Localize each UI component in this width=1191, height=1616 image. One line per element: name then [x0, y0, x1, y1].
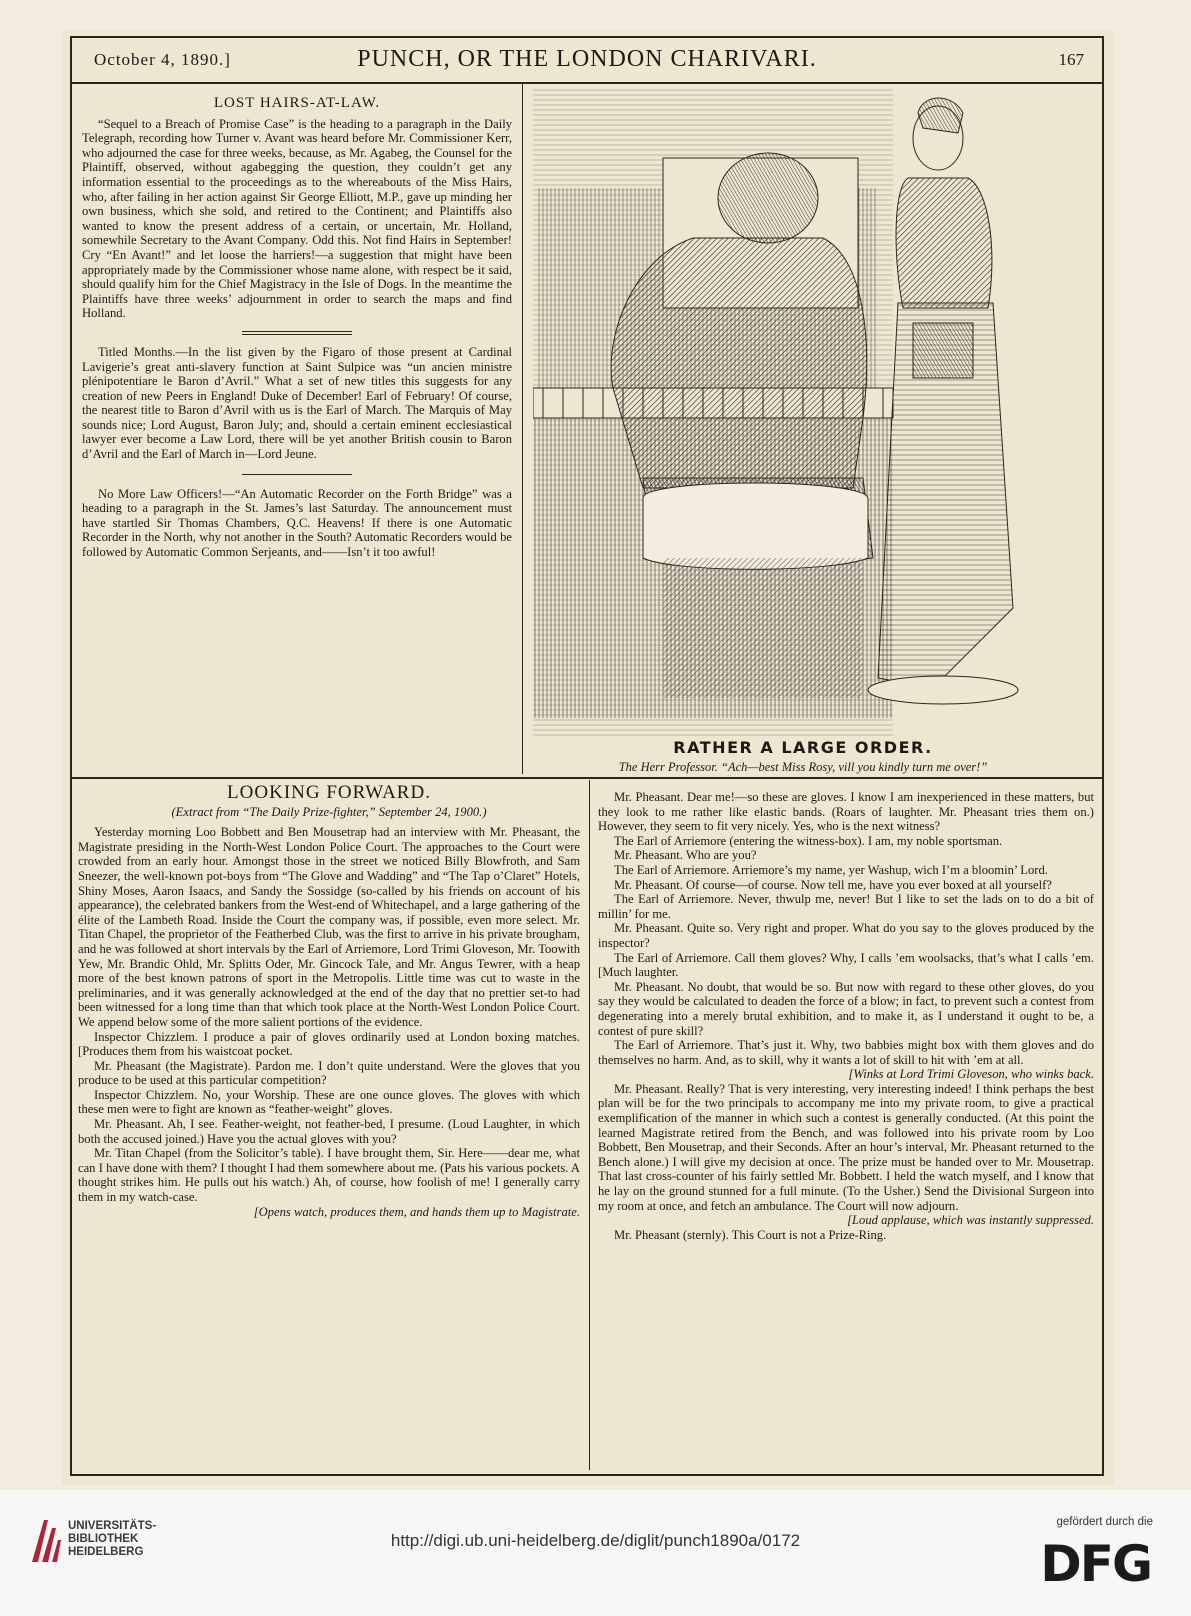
cartoon-caption: RATHER A LARGE ORDER.	[673, 738, 933, 757]
header-rule	[70, 82, 1104, 84]
law-officers-paragraph: No More Law Officers!—“An Automatic Recorder on the Forth Bridge” was a heading to a paragraph in the St. James’s last Saturday. The announcement must have startled Sir Thomas Chambers, Q.C. Heavens! If there is one Automatic Recorder in the North, why not another in the South? Automatic Recorders would be followed by Automatic Common Serjeants, and——Isn’t it too awful!	[82, 486, 512, 560]
lady-bodice	[896, 178, 992, 308]
right-line-2: The Earl of Arriemore (entering the witness-box). I am, my noble sportsman.	[614, 833, 1003, 848]
bottom-column-divider	[589, 780, 590, 1470]
right-line-12: Mr. Pheasant. Really? That is very interesting, very interesting indeed! I think perhaps the best plan will be for the two principals to accompany me into my private room, to give a practical exemplification of the manner in which such a contest is generally conducted. (At this point the learned Magistrate retired from the Bench, and was followed into his private room by Loo Bobbett, Ben Mousetrap, and their Seconds. After an hour’s interval, Mr. Pheasant returned to the Bench alone.) I will give my decision at once. The prize must be handed over to Mr. Mousetrap. That last cross-counter of his fairly settled Mr. Bobbett. I held the watch myself, and I know that he lay on the ground stunned for a full minute. (To the Usher.) Send the Divisional Surgeon into my room at once, and fetch an ambulance. The Court will now adjourn.	[598, 1081, 1094, 1213]
titled-months-paragraph: Titled Months.—In the list given by the Figaro of those present at Cardinal Lavigerie’s great anti-slavery function at Saint Sulpice was “un ancien ministre plénipotentiare le Baron d’Avril.” What a set of new titles this suggests for any creation of new Peers in England! Duke of December! Earl of February! Of course, the nearest title to Baron d’Avril with us is the Earl of March. The Marquis of May sounds nice; Lord August, Baron July; and, should a certain eminent ecclesiastical lawyer ever become a Law Lord, there will be yet another British cousin to Baron d’Avril and the Earl of March in—Lord Jeune.	[82, 344, 512, 462]
lady-hands	[913, 323, 973, 378]
lost-hairs-paragraph: “Sequel to a Breach of Promise Case” is the heading to a paragraph in the Daily Telegraph, recording how Turner v. Avant was heard before Mr. Commissioner Kerr, who adjourned the case for three weeks, because, as Mr. Agabeg, the Counsel for the Plaintiff, observed, without agabegging the question, they couldn’t get any information essential to the proceedings as to the whereabouts of the Miss Hairs, who, after failing in her action against Sir George Elliott, M.P., gave up minding her own business, which she sold, and retired to the Continent; and Plaintiffs also wanted to know the present address of a certain, or uncertain, Mr. Holland, somewhile Secretary to the Avant Company. Odd this. Not find Hairs in September! Cry “En Avant!” and let loose the harriers!—a suggestion that might have been appropriately made by the Commissioner whose name alone, with respect be it said, should qualify him for the Chief Magistracy in the Isle of Dogs. In the meantime the Plaintiffs have three weeks’ adjournment in order to search the maps and find Holland.	[82, 116, 512, 321]
top-column-divider	[522, 84, 523, 774]
right-line-3: Mr. Pheasant. Who are you?	[614, 848, 757, 863]
right-line-10: The Earl of Arriemore. That’s just it. Why, two babbies might box with them gloves and do themselves no harm. And, as to skill, why it wants a lot of skill to hit with ’em at all.	[598, 1038, 1094, 1067]
permalink-url[interactable]: http://digi.ub.uni-heidelberg.de/diglit/punch1890a/0172	[390, 1531, 801, 1550]
library-line-2: BIBLIOTHEK	[68, 1533, 139, 1545]
looking-forward-title: LOOKING FORWARD.	[227, 782, 431, 803]
left-line-2: Mr. Pheasant (the Magistrate). Pardon me. I don’t quite understand. Were the gloves that you produce to be used at this particular competition?	[78, 1058, 580, 1088]
right-line-13: [Loud applause, which was instantly suppressed.	[847, 1213, 1094, 1228]
looking-forward-subtitle: (Extract from “The Daily Prize-fighter,” September 24, 1900.)	[171, 804, 487, 819]
left-line-4: Mr. Pheasant. Ah, I see. Feather-weight, not feather-bed, I presume. (Loud Laughter, in which both the accused joined.) Have you the actual gloves with you?	[78, 1117, 580, 1146]
header-title: PUNCH, OR THE LONDON CHARIVARI.	[357, 46, 817, 72]
piano-stool-cushion	[643, 483, 868, 569]
floor-shadow	[868, 676, 1018, 704]
library-line-1: UNIVERSITÄTS-	[68, 1520, 157, 1532]
right-line-9: Mr. Pheasant. No doubt, that would be so. But now with regard to these other gloves, do you say they would be calculated to deaden the force of a blow; in fact, to prevent such a contest from degenerating into a merely brutal exhibition, and to make it, as I understand it ought to be, a contest of pure skill?	[598, 979, 1094, 1038]
section-rule	[70, 777, 1104, 779]
left-line-3: Inspector Chizzlem. No, your Worship. These are one ounce gloves. The gloves with which these men were to fight are known as “feather-weight” gloves.	[78, 1087, 580, 1117]
professor-coat	[611, 238, 867, 488]
header-page-number: 167	[1058, 50, 1084, 69]
professor-head	[718, 153, 818, 243]
library-line-3: HEIDELBERG	[68, 1546, 144, 1558]
dfg-logo[interactable]: DFG	[1040, 1535, 1151, 1593]
viewer-footer	[0, 1490, 1191, 1616]
left-line-6: [Opens watch, produces them, and hands them up to Magistrate.	[253, 1204, 580, 1219]
double-rule	[242, 331, 352, 335]
divider-rule	[242, 474, 352, 475]
piano-stool	[663, 558, 863, 698]
header-date: October 4, 1890.]	[94, 50, 231, 69]
right-line-5: Mr. Pheasant. Of course—of course. Now tell me, have you ever boxed at all yourself?	[614, 877, 1052, 892]
looking-forward-left-column	[78, 782, 580, 1219]
right-line-14: Mr. Pheasant (sternly). This Court is not a Prize-Ring.	[614, 1227, 887, 1242]
right-line-1: Mr. Pheasant. Dear me!—so these are gloves. I know I am inexperienced in these matters, but they look to me rather like elastic bands. (Roars of laughter. Mr. Pheasant tries them on.) However, they seem to fit very nicely. Yes, who is the next witness?	[598, 790, 1094, 834]
right-line-6: The Earl of Arriemore. Never, thwulp me, never! But I like to set the lads on to do a bit of millin’ for me.	[598, 892, 1094, 921]
cartoon-illustration	[533, 88, 1088, 736]
left-line-1: Inspector Chizzlem. I produce a pair of gloves ordinarily used at London boxing matches. [Produces them from his waistcoat pocket.	[78, 1029, 580, 1059]
lady-hair	[918, 98, 963, 133]
right-line-8: The Earl of Arriemore. Call them gloves? Why, I calls ’em woolsacks, that’s what I calls ’em. [Much laughter.	[598, 950, 1094, 980]
top-left-column	[82, 96, 512, 560]
left-line-5: Mr. Titan Chapel (from the Solicitor’s table). I have brought them, Sir. Here——dear me, what can I have done with them? I thought I had them somewhere about me. (Pats his various pockets. A thought strikes him. He pulls out his watch.) Ah, of course, how foolish of me! I generally carry them in my watch-case.	[78, 1146, 580, 1205]
cartoon-subcaption: The Herr Professor. “Ach—best Miss Rosy, vill you kindly turn me over!”	[618, 760, 988, 774]
right-line-11: [Winks at Lord Trimi Gloveson, who winks back.	[848, 1067, 1094, 1082]
right-line-7: Mr. Pheasant. Quite so. Very right and proper. What do you say to the gloves produced by the inspector?	[598, 921, 1094, 950]
looking-forward-right-column	[598, 790, 1094, 1242]
looking-forward-intro: Yesterday morning Loo Bobbett and Ben Mousetrap had an interview with Mr. Pheasant, the Magistrate presiding in the North-West London Police Court. The approaches to the Court were crowded from an early hour. Amongst those in the street we noticed Billy Blowfroth, and Sam Sneezer, the well-known pot-boys from “The Glove and Wadding” and “The Tap o’Claret” Hotels, Shiny Moses, Aaron Isaacs, and Sandy the Sossidge (so-called by his friends on account of his appearance), the celebrated bankers from the West-end of Whitechapel, and a large gathering of the élite of the Lambeth Road. Inside the Court the company was, if possible, even more select. Mr. Titan Chapel, the proprietor of the Featherbed Club, was the first to arrive in his private brougham, and he was followed at short intervals by the Earl of Arriemore, Lord Trimi Gloveson, Mr. Toowith Yew, Mr. Brandic Ohld, Mr. Splitts Oder, Mr. Gincock Tale, and Mr. Angus Tewrer, with a heap more of the best known patrons of sport in the Metropolis. Little time was cut to waste in the preliminaries, and it was generally acknowledged at the end of the day that no prettier set-to had been witnessed for a long time than that which took place at the North-West London Police Court. We append below some of the more salient portions of the evidence.	[78, 825, 580, 1029]
funded-by-label: gefördert durch die	[1056, 1516, 1153, 1528]
right-line-4: The Earl of Arriemore. Arriemore’s my name, yer Washup, wich I’m a bloomin’ Lord.	[614, 862, 1048, 877]
running-header	[72, 42, 1102, 82]
lost-hairs-title: LOST HAIRS-AT-LAW.	[213, 95, 381, 111]
